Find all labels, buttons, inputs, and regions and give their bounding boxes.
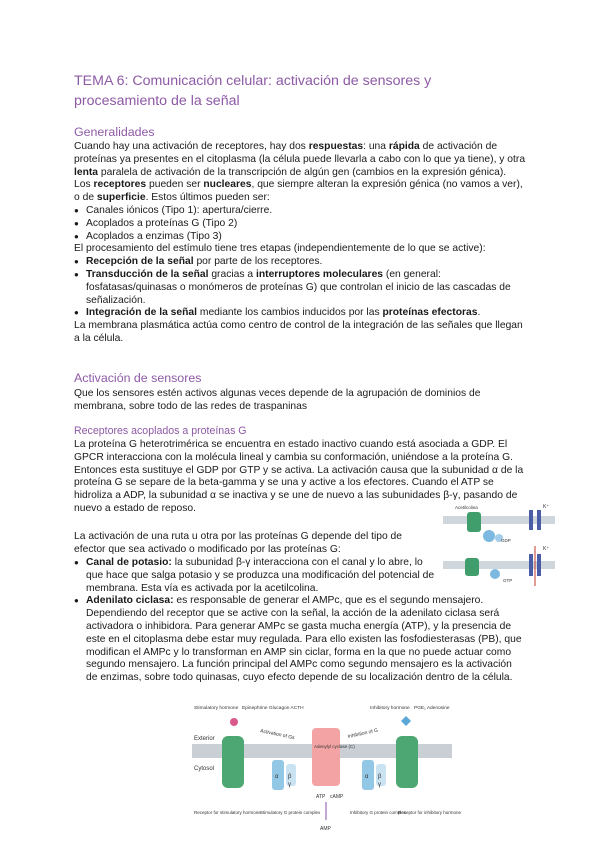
inhibitory-hormone-label: Inhibitory hormone bbox=[370, 706, 410, 711]
atp-label: ATP bbox=[316, 794, 326, 800]
receptor-types-list bbox=[74, 205, 526, 243]
inhibitory-hormone-list: PGE₁ Adenosine bbox=[414, 706, 450, 711]
receptor-shape bbox=[465, 558, 479, 576]
gs-alpha-label: α bbox=[275, 774, 279, 780]
inhibitory-receptor-shape bbox=[396, 736, 418, 788]
channel-shape bbox=[537, 554, 541, 576]
stimulatory-hormone-label: Stimulatory hormone bbox=[194, 706, 239, 711]
receptor-shape bbox=[467, 512, 481, 532]
acetylcholine-label: Acetilcolina bbox=[455, 505, 478, 510]
list-item: ● Canales iónicos (Tipo 1): apertura/cierre. bbox=[74, 205, 526, 218]
gi-alpha-label: α bbox=[365, 774, 369, 780]
paragraph-receptores: Los receptores pueden ser nucleares, que siempre alteran la expresión génica (no vamos a ver), o de superficie. Estos últimos pueden ser: bbox=[74, 179, 523, 204]
processing-stages-list bbox=[74, 256, 526, 320]
heading-receptores-g: Receptores acoplados a proteínas G bbox=[74, 425, 247, 437]
k-label: K⁺ bbox=[543, 504, 549, 510]
heading-activacion-sensores: Activación de sensores bbox=[74, 371, 202, 385]
stimulatory-receptor-label: Receptor for stimulatory hormone bbox=[194, 810, 261, 815]
list-item: ● Transducción de la señal gracias a interruptores moleculares (en general: fosfatasas/quinasas o monómeros de proteínas G) que controlan el inicio de las cascadas de señalización. bbox=[74, 269, 526, 307]
gi-beta-label: β bbox=[378, 774, 382, 780]
gdp-label: GDP bbox=[501, 538, 511, 543]
paragraph-membrana: La membrana plasmática actúa como centro de control de la integración de las señales que llegan a la célula. bbox=[74, 320, 523, 344]
inhibitory-receptor-label: Receptor for inhibitory hormone bbox=[398, 810, 462, 815]
paragraph-efectores: La activación de una ruta u otra por las proteínas G depende del tipo de efector que sea activado o modificado por las proteínas G: bbox=[74, 531, 403, 555]
k-label: K⁺ bbox=[543, 546, 549, 552]
g-protein-shape bbox=[490, 569, 500, 579]
heading-generalidades: Generalidades bbox=[74, 125, 155, 139]
paragraph-proteina-g: La proteína G heterotrimérica se encuentra en estado inactivo cuando está asociada a GDP. El GPCR interacciona con la molécula lineal y cambia su conformación, uniéndose a la proteína G. Entonces esta sustituye el GDP por GTP y se activa. La activación causa que la subunidad α de la proteína G se separe de la beta-gamma y se una y active a los efectores. Cuando el ATP se hidroliza a ADP, la subunidad α se inactiva y se une de nuevo a las subunidades β-γ, pasando de nuevo a estado de reposo. bbox=[74, 439, 524, 514]
section-efectores-intro bbox=[74, 531, 436, 557]
list-item: ● Integración de la señal mediante los cambios inducidos por las proteínas efectoras. bbox=[74, 307, 526, 320]
potassium-channel-diagram bbox=[443, 502, 555, 588]
gs-gamma-label: γ bbox=[288, 782, 291, 788]
channel-shape bbox=[537, 510, 541, 530]
inhibition-label: Inhibition of G bbox=[347, 727, 379, 740]
adenylyl-cyclase-diagram bbox=[192, 702, 462, 838]
paragraph-respuestas: Cuando hay una activación de receptores, hay dos respuestas: una rápida de activación de proteínas ya presentes en el citoplasma (la célula puede llevarla a cabo con lo que ya tiene), y otra lenta paralela de activación de la transcripción de algún gen (cambios en la expresión génica). bbox=[74, 141, 526, 178]
channel-shape bbox=[529, 510, 533, 530]
inhibitory-hormone-shape bbox=[401, 716, 411, 726]
list-item: ● Acoplados a proteínas G (Tipo 2) bbox=[74, 218, 526, 231]
adenylyl-cyclase-shape bbox=[312, 728, 340, 786]
list-item: ● Acoplados a enzimas (Tipo 3) bbox=[74, 231, 526, 244]
gi-gamma-label: γ bbox=[378, 782, 381, 788]
g-protein-shape bbox=[483, 530, 495, 542]
list-item-adenilato-ciclasa: ● Adenilato ciclasa: es responsable de generar el AMPc, que es el segundo mensajero. Dependiendo del receptor que se active con la señal, la acción de la adenilato ciclasa será activadora o inhibidora. Para generar AMPc se gasta mucha energía (ATP), y la presencia de este en el citoplasma debe estar muy regulada. Para ello existen las fosfodiesterasas (PB), que modifican el AMPc y lo transforman en AMP sin ciclar, forma en la que no puede actuar como segundo mensajero. La función principal del AMPc como segundo mensajero es la activación de enzimas, sobre todo quinasas, cuyo efecto depende de su localización dentro de la célula. bbox=[74, 595, 526, 685]
activation-label: Activation of Gs bbox=[259, 728, 296, 742]
section-activacion-body bbox=[74, 388, 526, 414]
cytosol-label: Cytosol bbox=[194, 766, 215, 772]
exterior-label: Exterior bbox=[194, 736, 215, 742]
list-item: ● Recepción de la señal por parte de los receptores. bbox=[74, 256, 526, 269]
amp-label: AMP bbox=[320, 826, 331, 832]
paragraph-sensores: Que los sensores estén activos algunas veces depende de la agrupación de dominios de membrana, sobre todo de las redes de traspaninas bbox=[74, 388, 481, 412]
channel-shape bbox=[529, 554, 533, 576]
paragraph-etapas: El procesamiento del estímulo tiene tres etapas (independientemente de lo que se active): bbox=[74, 243, 486, 255]
page-title: TEMA 6: Comunicación celular: activación de sensores y procesamiento de la señal bbox=[74, 73, 432, 109]
stimulatory-hormone-shape bbox=[230, 718, 238, 726]
gs-beta-label: β bbox=[288, 774, 292, 780]
section-generalidades-body bbox=[74, 141, 526, 346]
camp-label: cAMP bbox=[330, 794, 344, 800]
gs-complex-label: Stimulatory G protein complex bbox=[260, 810, 321, 815]
gtp-label: GTP bbox=[503, 578, 513, 583]
gi-complex-label: Inhibitory G protein complex bbox=[350, 810, 407, 815]
list-item-canal-potasio: ● Canal de potasio: la subunidad β-γ interacciona con el canal y lo abre, lo que hace que salga potasio y se produzca una modificación del potencial de membrana. Esta vía es activada por la acetilcolina. bbox=[74, 557, 436, 595]
stimulatory-hormone-list: Epinephrine Glucagon ACTH bbox=[242, 706, 304, 711]
adenylyl-cyclase-label: Adenylyl cyclase (C) bbox=[314, 744, 355, 749]
stimulatory-receptor-shape bbox=[222, 736, 244, 788]
